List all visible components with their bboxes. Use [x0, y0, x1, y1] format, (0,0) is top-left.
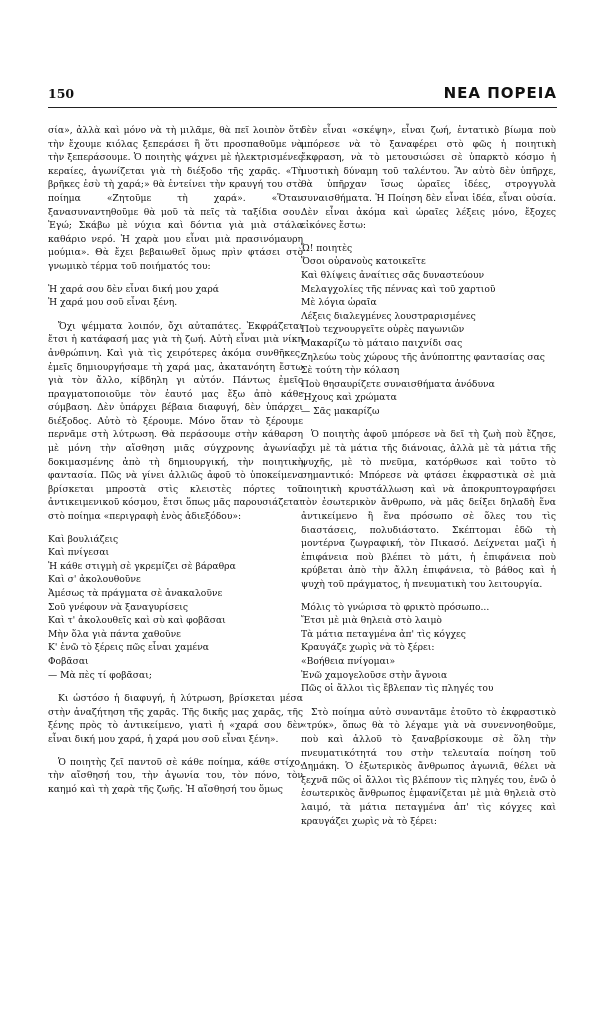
verse-line: Καὶ θλίψεις ἀναίτιες σᾶς δυναστεύουν: [301, 269, 485, 281]
verse-line: Ὅσοι οὐρανοὺς κατοικεῖτε: [301, 256, 426, 268]
verse-line: Μελαγχολίες τῆς πέννας καὶ τοῦ χαρτιοῦ: [301, 283, 496, 295]
paragraph: σία», ἀλλὰ καὶ μόνο νὰ τὴ μιλᾶμε, θὰ πεῖ λοιπὸν ὅτι τὴν ἔχουμε κιόλας ξεπεράσει ἢ ὅτι προσπαθοῦμε νὰ τὴν ξεπεράσουμε. Ὁ ποιητὴς ψάχνει μὲ ἠλεκτρισμένες κεραίες, ἀγωνίζεται γιὰ τὴ διέξοδο τῆς χαρᾶς. «Τὴ βρῆκες ἐσὺ τὴ χαρά;» θὰ ἐντείνει τὴν κραυγή του στὸ ποίημα «Ζητοῦμε τὴ χαρά». «Ὅταν ξανασυναντηθοῦμε θὰ μοῦ τὰ πεῖς τὰ ταξίδια σου. Ἐγώ; Σκάβω μὲ νύχια καὶ δόντια γιὰ μιὰ στάλα καθάριο νερό. Ἡ χαρὰ μου εἶναι μιὰ πρασινόμαυρη μούμια». Θὰ ἔχει βεβαιωθεῖ ὅμως πρὶν φτάσει στὸ γνωμικὸ τέρμα τοῦ ποιήματός του:: [48, 125, 303, 272]
verse-line: Μόλις τὸ γνώρισα τὸ φρικτὸ πρόσωπο...: [301, 601, 490, 613]
page-number: 150: [48, 86, 75, 101]
verse-line: Μὴν ὅλα γιὰ πάντα χαθοῦνε: [48, 628, 181, 640]
verse-line: Ἔτσι μὲ μιὰ θηλειὰ στὸ λαιμὸ: [301, 615, 442, 627]
verse-line: Ἡ χαρά σου δὲν εἶναι δική μου χαρά: [48, 283, 219, 295]
verse-line: Ὤ! ποιητὲς: [301, 242, 353, 254]
verse-line: Μὲ λόγια ὡραῖα: [301, 297, 377, 309]
paragraph: Κι ὡστόσο ἡ διαφυγή, ἡ λύτρωση, βρίσκεται μέσα στὴν ἀναζήτηση τῆς χαρᾶς. Τῆς δικῆς μας χαρᾶς, τῆς ξένης πρὸς τὸ ἀντικείμενο, γιατὶ ἡ «χαρά σου δὲν εἶναι δική μου χαρά, ἡ χαρά μου σοῦ εἶναι ξένη».: [48, 693, 303, 745]
poem-excerpt: [301, 601, 556, 696]
verse-line: Κ' ἐνῶ τὸ ξέρεις πῶς εἶναι χαμένα: [48, 642, 209, 654]
poem-excerpt: [301, 242, 556, 419]
verse-line: — Σᾶς μακαρίζω: [301, 405, 380, 417]
verse-line: Καὶ τ' ἀκολουθεῖς καὶ σὺ καὶ φοβᾶσαι: [48, 615, 226, 627]
verse-line: Καὶ βουλιάζεις: [48, 533, 119, 545]
journal-title: ΝΕΑ ΠΟΡΕΙΑ: [443, 84, 557, 102]
verse-line: Πῶς οἱ ἄλλοι τὶς ἔβλεπαν τὶς πληγές του: [301, 683, 494, 695]
right-column: [301, 124, 556, 837]
verse-line: Ἤχους καὶ χρώματα: [301, 392, 397, 404]
paragraph: δὲν εἶναι «σκέψη», εἶναι ζωή, ἐντατικὸ βίωμα ποὺ μπόρεσε νὰ τὸ ξαναφέρει στὸ φῶς ἡ ποιητικὴ ἔκφραση, νὰ τὸ μετουσιώσει σὲ ὑπαρκτὸ κόσμο ἡ μυστικὴ δύναμη τοῦ ταλέντου. Ἂν αὐτὸ δὲν ὑπῆρχε, θὰ ὑπῆρχαν ἴσως ὡραῖες ἰδέες, στρογγυλὰ συναισθήματα. Ἡ Ποίηση δὲν εἶναι ἰδέα, εἶναι οὐσία. Δὲν εἶναι ἀκόμα καὶ ὡραῖες λέξεις μόνο, ἔξοχες εἰκόνες ἔστω:: [301, 125, 556, 232]
paragraph: Ὁ ποιητὴς ἀφοῦ μπόρεσε νὰ δεῖ τὴ ζωὴ ποὺ ἔζησε, ὄχι μὲ τὰ μάτια τῆς διάνοιας, ἀλλὰ μὲ τὰ μάτια τῆς ψυχῆς, μὲ τὸ πνεῦμα, κατόρθωσε καὶ τοῦτο τὸ σημαντικό: Μπόρεσε νὰ φτάσει ἐκφραστικὰ σὲ μιὰ ποιητικὴ κρυστάλλωση καὶ νὰ ἀποκρυπτογραφήσει τὸν ἐσωτερικὸν ἄνθρωπο, νὰ μᾶς δείξει δηλαδὴ ἕνα ἀντικείμενο ἢ ἕνα πρόσωπο σὲ ὅλες του τὶς διαστάσεις, πολυδιάστατο. Σκέπτομαι ἐδῶ τὴ μοντέρνα ζωγραφική, τὸν Πικασό. Δείχνεται μαζὶ ἡ ἐπιφάνεια ποὺ βλέπει τὸ μάτι, ἡ ἐπιφάνεια ποὺ κρύβεται ἀπὸ τὴν ἄλλη ἐπιφάνεια, τὸ βάθος καὶ ἡ ψυχὴ τοῦ πράγματος, ἡ πνευματικὴ του λειτουργία.: [301, 429, 556, 590]
verse-line: Ἡ κάθε στιγμὴ σὲ γκρεμίζει σὲ βάραθρα: [48, 560, 236, 572]
paragraph: Ὁ ποιητὴς ζεῖ παντοῦ σὲ κάθε ποίημα, κάθε στίχο, τὴν αἴσθησή του, τὴν ἀγωνία του, τὸν πόνο, τὸν καημό καὶ τὴ χαρὰ τῆς ζωῆς. Ἡ αἴσθησή του ὅμως: [48, 756, 303, 795]
verse-line: Σὲ τούτη τὴν κόλαση: [301, 365, 400, 377]
paragraph: Ὄχι ψέμματα λοιπόν, ὄχι αὐταπάτες. Ἐκφράζεται ἔτσι ἡ κατάφασή μας γιὰ τὴ ζωή. Αὐτὴ εἶναι μιὰ νίκη ἀνθρώπινη. Καὶ γιὰ τὶς χειρότερες ἀκόμα συνθῆκες, ἐμεῖς δημιουργήσαμε τὴ χαρά μας, ἀκατανόητη ἔστω γιὰ τὸν ἄλλο, κίβδηλη γι αὐτόν. Πάντως ἐμεῖς πραγματοποιοῦμε τὸν ἑαυτό μας ἔξω ἀπὸ κάθε σύμβαση. Δὲν ὑπάρχει βέβαια διαφυγή, δὲν ὑπάρχει διέξοδος. Αὐτὸ τὸ ξέρουμε. Μόνο ὅταν τὸ ξέρουμε περνᾶμε στὴ λύτρωση. Θὰ περάσουμε στὴν κάθαρση μὲ μόνη τὴν αἴσθηση μιᾶς σύγχρονης ἀγωνίας δοκιμασμένης ἀπὸ τὴ δημιουργική, τὴν ποιητικὴ φαντασία. Πῶς νὰ γίνει ἀλλιῶς ἀφοῦ τὸ ὑποκείμενο βρίσκεται μπροστὰ στὶς κλειστὲς πόρτες τοῦ ἀντικειμενικοῦ κόσμου, ἔτσι ὅπως μᾶς παρουσιάζεται στὸ ποίημα «περιγραφὴ ἑνὸς ἀδιεξόδου»:: [48, 320, 303, 523]
verse-line: Καὶ πνίγεσαι: [48, 547, 110, 559]
verse-line: Ποὺ τεχνουργεῖτε οὐρὲς παγωνιῶν: [301, 324, 465, 336]
header-rule: [48, 107, 557, 108]
verse-line: Τὰ μάτια πεταγμένα ἀπ' τὶς κόγχες: [301, 628, 466, 640]
verse-line: Φοβᾶσαι: [48, 655, 89, 667]
verse-line: «Βοήθεια πνίγομαι»: [301, 655, 396, 667]
verse-line: Ἡ χαρά μου σοῦ εἶναι ξένη.: [48, 297, 178, 309]
poem-excerpt: [48, 533, 303, 683]
verse-line: — Μὰ πὲς τί φοβᾶσαι;: [48, 669, 152, 681]
page-header: [48, 86, 557, 106]
verse-line: Ἀμέσως τὰ πράγματα σὲ ἀνακαλοῦνε: [48, 588, 223, 599]
verse-line: Σοῦ γνέφουν νὰ ξαναγυρίσεις: [48, 601, 189, 613]
verse-line: Καὶ σ' ἀκολουθοῦνε: [48, 574, 141, 586]
verse-line: Κραυγάζε χωρὶς νὰ τὸ ξέρει:: [301, 642, 435, 654]
verse-line: Ἐνῶ χαμογελοῦσε στὴν ἄγνοια: [301, 669, 448, 681]
verse-line: Ζηλεύω τοὺς χώρους τῆς ἀνύποπτης φαντασίας σας: [301, 351, 545, 363]
paragraph: Στὸ ποίημα αὐτὸ συναντᾶμε ἐτοῦτο τὸ ἐκφραστικὸ «τρύκ», ὅπως θὰ τὸ λέγαμε γιὰ νὰ συνεννοηθοῦμε, ποὺ καὶ ἀλλοῦ τὸ ξαναβρίσκουμε σὲ ὅλη τὴν πνευματικότητά του στὴν τελευταία ποίηση τοῦ Δημάκη. Ὁ ἐξωτερικὸς ἄνθρωπος ἀγωνιᾶ, θέλει νὰ ξεχνᾶ πῶς οἱ ἄλλοι τὶς βλέπουν τὶς πληγές του, ἐνῶ ὁ ἐσωτερικὸς ἄνθρωπος ἐμφανίζεται μὲ μιὰ θηλειὰ στὸ λαιμό, τὰ μάτια πεταγμένα ἀπ' τὶς κόγχες καὶ κραυγάζει χωρὶς νὰ τὸ ξέρει:: [301, 706, 556, 827]
verse-line: Μακαρίζω τὸ μάταιο παιχνίδι σας: [301, 337, 463, 349]
poem-excerpt: [48, 283, 303, 310]
verse-line: Λέξεις διαλεγμένες λουστραρισμένες: [301, 310, 476, 322]
verse-line: Ποὺ θησαυρίζετε συναισθήματα ἀνόδυνα: [301, 378, 495, 390]
left-column: [48, 124, 303, 805]
